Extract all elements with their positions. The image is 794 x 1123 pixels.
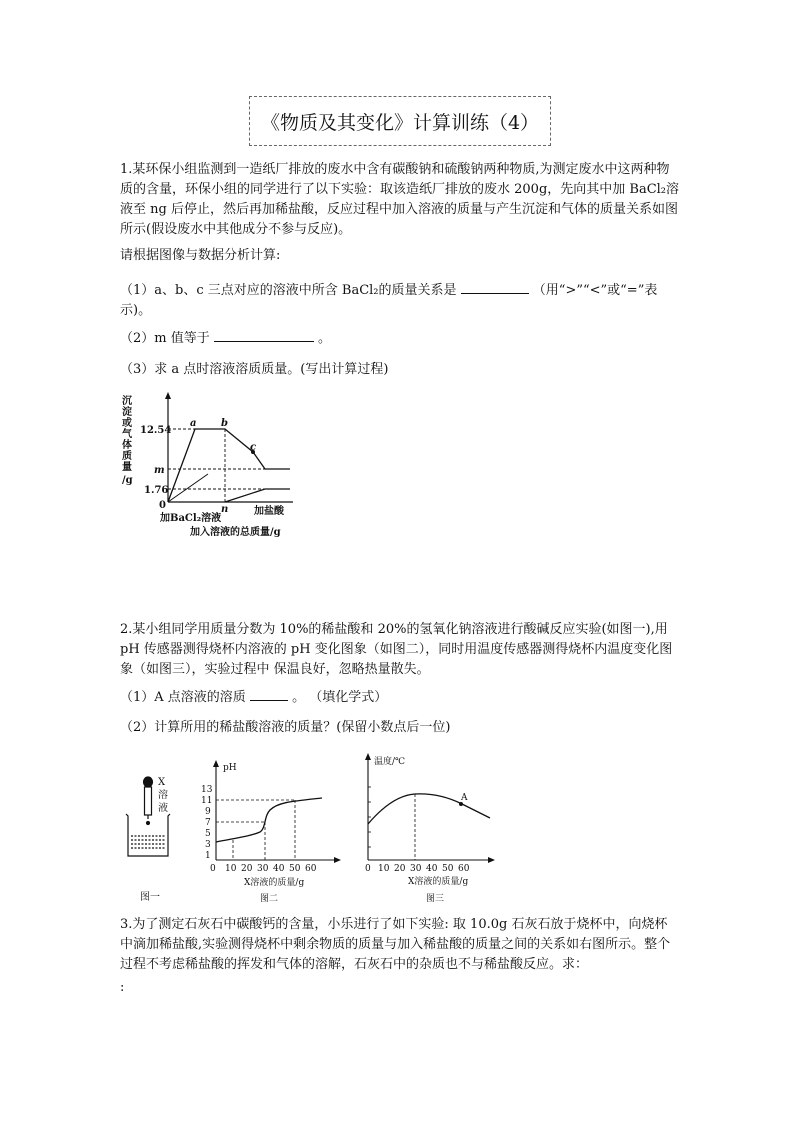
q1-ylabel-char: 沉 (122, 396, 132, 407)
fig2-ytick: 11 (201, 796, 213, 806)
fig3-temp-curve (368, 794, 490, 824)
fig3-y-arrow (365, 753, 371, 760)
q1-sub2-text: （2）m 值等于 (120, 331, 210, 346)
q1-ylabel-char: 气 (122, 429, 132, 440)
dropper-tube (145, 787, 152, 815)
fig3-xtick: 40 (426, 864, 438, 874)
fig2-xtick: 40 (273, 864, 285, 874)
fig3-xtick: 20 (394, 864, 406, 874)
fig3-xtick: 60 (458, 864, 470, 874)
fig2-ylabel: pH (223, 763, 237, 773)
q1-sub2-tail: 。 (318, 331, 332, 346)
page-title: 《物质及其变化》计算训练（4） (249, 96, 551, 146)
fig2-x-arrow (334, 857, 341, 863)
q1-label-hcl: 加盐酸 (254, 506, 284, 517)
q3-tail: : (120, 980, 125, 995)
fig2-caption: 图二 (260, 894, 279, 904)
fig2-xtick: 0 (210, 864, 216, 874)
q1-ylabel-char: 体 (122, 440, 132, 451)
q2-intro: 2.某小组同学用质量分数为 10%的稀盐酸和 20%的氢氧化钠溶液进行酸碱反应实验(如图一),用 pH 传感器测得烧杯内溶液的 pH 变化图象（如图二），同时用温度传感器测得烧杯内温度变化图象（如图三），实验过程中 保温良好，忽略热量散失。 (120, 622, 673, 677)
fig1-label-char: X (158, 777, 166, 788)
q1-y-arrow (165, 392, 171, 399)
fig2-xtick: 30 (257, 864, 269, 874)
q2-fig1 (118, 772, 178, 907)
fig2-xlabel: X溶液的质量/g (244, 878, 305, 888)
q1-sub2 (120, 327, 680, 349)
q1-label-bacl2: 加BaCl₂溶液 (160, 513, 222, 524)
fig2-ytick: 13 (201, 785, 213, 795)
q1-point-b-label: b (221, 418, 228, 429)
q1-bacl2-line (168, 474, 208, 502)
q1-origin-0: 0 (159, 500, 166, 511)
beaker (126, 814, 170, 856)
q1-gas-curve (225, 489, 290, 502)
q2-fig3 (350, 752, 500, 907)
fig3-xtick: 10 (378, 864, 390, 874)
q3-intro: 3.为了测定石灰石中碳酸钙的含量，小乐进行了如下实验: 取 10.0g 石灰石放于烧杯中，向烧杯中滴加稀盐酸,实验测得烧杯中剩余物质的质量与加入稀盐酸的质量之间的关系如右图所示。整个过程不考虑稀盐酸的挥发和气体的溶解，石灰石中的杂质也不与稀盐酸反应。求： (120, 917, 671, 972)
q1-lead: 请根据图像与数据分析计算: (120, 248, 281, 263)
q2-fig2 (196, 760, 346, 905)
fig2-ytick: 7 (205, 818, 211, 828)
q1-answer-blank-1[interactable] (461, 279, 529, 294)
q1-graph (118, 392, 298, 542)
fig2-xtick: 60 (305, 864, 317, 874)
fig2-ph-curve (216, 798, 322, 842)
q1-point-n-label: n (221, 504, 229, 515)
q1-sub1-tail: （用“>”“<”或“=”表示)。 (120, 283, 658, 318)
fig3-xlabel: X溶液的质量/g (408, 877, 469, 887)
q1-ylabel-char: 量 (122, 462, 132, 473)
q1-sub1 (120, 279, 680, 321)
q2-sub1 (120, 686, 680, 708)
fig2-ytick: 9 (205, 807, 211, 817)
fig2-xtick: 10 (225, 864, 237, 874)
q1-ylabel-char: /g (122, 475, 133, 486)
q1-intro: 1.某环保小组监测到一造纸厂排放的废水中含有碳酸钠和硫酸钠两种物质,为测定废水中这两种物质的含量，环保小组的同学进行了以下实验：取该造纸厂排放的废水 200g，先向其中加 BaCl₂溶液至 ng 后停止，然后再加稀盐酸，反应过程中加入溶液的质量与产生沉淀和气体的质量关系如图所示(假设废水中其他成分不参与反应)。 (120, 162, 680, 237)
q1-precipitate-curve (168, 429, 290, 502)
q1-ytick-1.76: 1.76 (144, 485, 169, 496)
fig3-xtick: 30 (410, 864, 422, 874)
fig1-caption: 图一 (140, 892, 160, 903)
q2-sub2: （2）计算所用的稀盐酸溶液的质量？(保留小数点后一位) (120, 720, 451, 735)
fig3-caption: 图三 (426, 894, 445, 904)
fig3-xtick: 0 (365, 864, 371, 874)
q1-ylabel-char: 淀 (122, 407, 132, 418)
q1-point-a-label: a (190, 418, 197, 429)
q2-answer-blank-1[interactable] (250, 686, 288, 701)
q1-ytick-12.54: 12.54 (140, 425, 172, 436)
q1-ylabel-char: 质 (122, 451, 132, 462)
q1-answer-blank-2[interactable] (214, 327, 314, 342)
q1-point-c-label: c (250, 442, 257, 453)
dropper-bulb (144, 777, 153, 787)
fig3-xtick: 50 (442, 864, 454, 874)
fig3-x-arrow (488, 857, 495, 863)
q1-xlabel: 加入溶液的总质量/g (190, 527, 281, 538)
fig2-y-arrow (213, 760, 219, 767)
q2-sub1-tail: 。 （填化学式） (292, 690, 388, 705)
fig3-ylabel: 温度/℃ (374, 757, 406, 767)
fig3-point-a-label: A (461, 793, 468, 803)
fig2-xtick: 50 (289, 864, 301, 874)
fig2-ytick: 5 (205, 829, 211, 839)
q2-sub1-text: （1）A 点溶液的溶质 (120, 690, 246, 705)
fig2-xtick: 20 (241, 864, 253, 874)
fig2-ytick: 1 (205, 851, 211, 861)
q1-ytick-m: m (154, 465, 165, 476)
fig1-label-char: 溶 (158, 790, 168, 801)
fig1-label-char: 液 (158, 803, 168, 814)
fig2-ytick: 3 (205, 840, 211, 850)
dropper-drop (147, 822, 150, 825)
q1-sub1-text: （1）a、b、c 三点对应的溶液中所含 BaCl₂的质量关系是 (120, 283, 457, 298)
q1-sub3: （3）求 a 点时溶液溶质质量。(写出计算过程) (120, 362, 389, 377)
q1-ylabel-char: 或 (122, 418, 132, 429)
